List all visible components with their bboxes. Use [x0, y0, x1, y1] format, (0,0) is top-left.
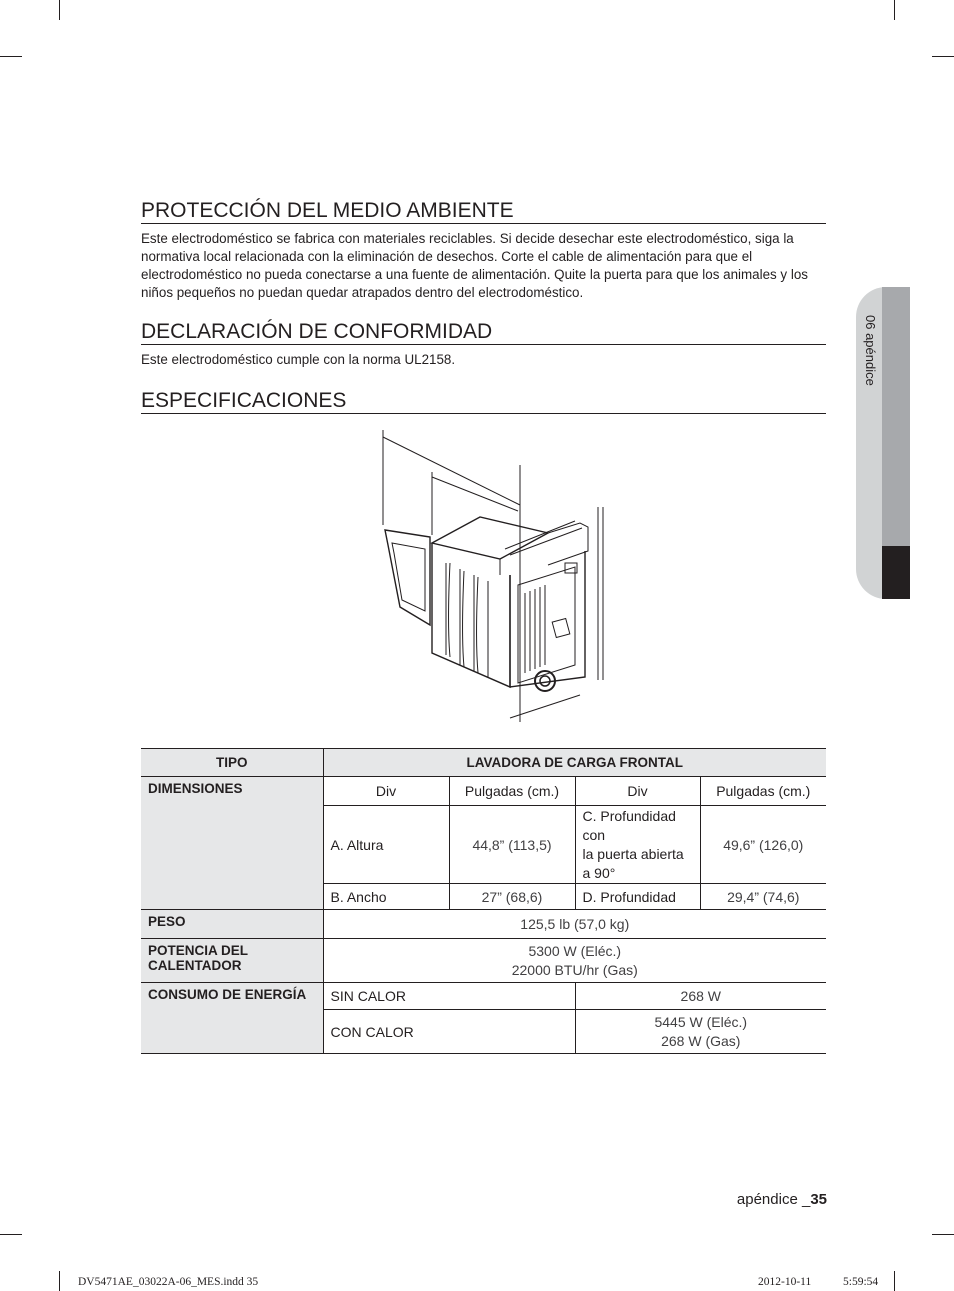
table-cell: D. Profundidad — [575, 884, 700, 910]
table-cell-line: 268 W (Gas) — [661, 1032, 741, 1049]
section-conformity — [141, 320, 826, 369]
crop-mark — [59, 0, 60, 20]
chapter-tab-marker — [882, 546, 910, 599]
table-row — [141, 749, 826, 777]
chapter-tab-label: 06 apéndice — [863, 315, 878, 386]
table-cell: Div — [323, 777, 449, 806]
crop-mark — [932, 1234, 954, 1235]
table-cell-line: la puerta abierta a 90° — [582, 845, 684, 881]
slug-filename: DV5471AE_03022A-06_MES.indd 35 — [78, 1276, 259, 1288]
section-body: Este electrodoméstico se fabrica con materiales reciclables. Si decide desechar este electrodoméstico, siga la normativa local relacionada con la eliminación de desechos. Corte el cable de alimentación para que el electrodoméstico no pueda conectarse a una fuente de alimentación. Quite la puerta para que los animales y los niños pequeños no puedan quedar atrapados dentro del electrodoméstico. — [141, 231, 808, 300]
page-prefix: apéndice _ — [736, 1191, 811, 1208]
table-cell — [575, 806, 700, 884]
dryer-dimensions-illustration — [370, 425, 620, 725]
section-title: DECLARACIÓN DE CONFORMIDAD — [141, 320, 826, 345]
table-cell-line: 22000 BTU/hr (Gas) — [511, 961, 638, 978]
table-row-label: DIMENSIONES — [141, 777, 323, 910]
chapter-tab-band — [882, 287, 910, 546]
table-cell — [575, 1010, 826, 1054]
table-row — [141, 983, 826, 1010]
table-cell: B. Ancho — [323, 884, 449, 910]
table-row-label: CONSUMO DE ENERGÍA — [141, 983, 323, 1054]
section-title: ESPECIFICACIONES — [141, 389, 826, 414]
table-cell: SIN CALOR — [323, 983, 575, 1010]
table-header-cell: TIPO — [141, 749, 323, 777]
table-cell: Pulgadas (cm.) — [700, 777, 826, 806]
table-cell: A. Altura — [323, 806, 449, 884]
crop-mark — [0, 1234, 22, 1235]
section-title: PROTECCIÓN DEL MEDIO AMBIENTE — [141, 199, 826, 224]
slug-time: 5:59:54 — [843, 1276, 879, 1288]
table-header-cell: LAVADORA DE CARGA FRONTAL — [323, 749, 826, 777]
table-cell: Div — [575, 777, 700, 806]
crop-mark — [59, 1271, 60, 1291]
table-cell: 49,6” (126,0) — [700, 806, 826, 884]
table-cell: Pulgadas (cm.) — [449, 777, 575, 806]
table-cell: 29,4” (74,6) — [700, 884, 826, 910]
crop-mark — [894, 1271, 895, 1291]
page-number — [737, 1191, 827, 1208]
table-cell-line: 5445 W (Eléc.) — [654, 1013, 748, 1030]
specifications-table — [141, 748, 826, 1054]
crop-mark — [0, 56, 22, 57]
table-row-label: PESO — [141, 910, 323, 939]
table-row — [141, 910, 826, 939]
table-row — [141, 777, 826, 806]
table-cell: 27” (68,6) — [449, 884, 575, 910]
table-cell-line: 5300 W (Eléc.) — [528, 942, 622, 959]
table-row — [141, 939, 826, 983]
crop-mark — [932, 56, 954, 57]
section-environment — [141, 199, 826, 302]
table-cell-line: C. Profundidad con — [582, 807, 676, 843]
table-cell: CON CALOR — [323, 1010, 575, 1054]
table-cell — [323, 939, 826, 983]
section-specs — [141, 389, 826, 414]
crop-mark — [894, 0, 895, 20]
slug-date: 2012-10-11 — [758, 1276, 812, 1288]
section-body: Este electrodoméstico cumple con la norma UL2158. — [141, 352, 456, 367]
table-cell: 44,8” (113,5) — [449, 806, 575, 884]
table-cell: 268 W — [575, 983, 826, 1010]
table-row-label: POTENCIA DEL CALENTADOR — [141, 939, 323, 983]
table-cell: 125,5 lb (57,0 kg) — [323, 910, 826, 939]
page-number-value: 35 — [810, 1191, 827, 1208]
